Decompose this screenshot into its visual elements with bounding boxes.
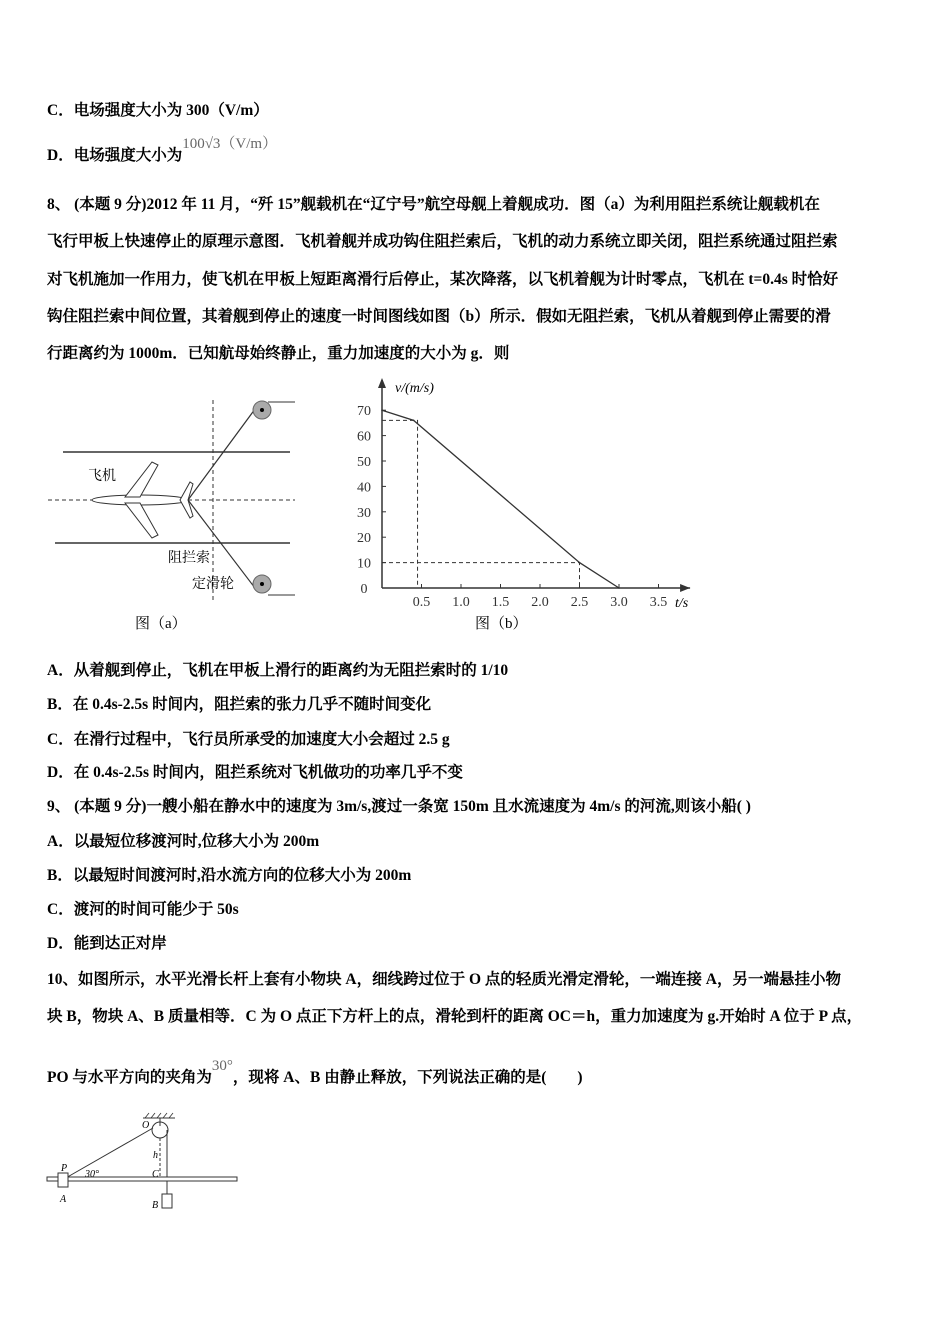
figure-a-arresting-system — [40, 370, 310, 640]
q10-stem-line: 块 B，物块 A、B 质量相等．C 为 O 点正下方杆上的点，滑轮到杆的距离 OC＝h，重力加速度为 g.开始时 A 位于 P 点， — [47, 1008, 863, 1025]
y-tick-label: 60 — [357, 429, 371, 445]
q8-option-b: B．在 0.4s-2.5s 时间内，阻拦索的张力几乎不随时间变化 — [47, 696, 432, 713]
q8-stem-line: 对飞机施加一作用力，使飞机在甲板上短距离滑行后停止，某次降落，以飞机着舰为计时零点，飞机在 t=0.4s 时恰好 — [47, 271, 839, 288]
label-h: h — [153, 1150, 158, 1161]
q10-angle: 30° — [211, 1058, 233, 1074]
q8-option-d: D．在 0.4s-2.5s 时间内，阻拦系统对飞机做功的功率几乎不变 — [47, 764, 463, 781]
label-p: P — [61, 1163, 68, 1174]
label-b: B — [152, 1200, 159, 1211]
figure-b-vt-chart — [340, 370, 710, 640]
q9-option-b: B．以最短时间渡河时,沿水流方向的位移大小为 200m — [47, 867, 412, 884]
label-cable: 阻拦索 — [168, 551, 210, 566]
x-axis-arrow-icon — [680, 584, 690, 592]
q9-option-a: A．以最短位移渡河时,位移大小为 200m — [47, 833, 320, 850]
figure-a-caption: 图（a） — [135, 616, 187, 632]
x-tick-label: 1.5 — [491, 595, 510, 610]
block-b — [162, 1194, 172, 1208]
x-tick-label: 1.0 — [452, 595, 470, 610]
pulley-icon — [253, 401, 271, 419]
label-plane: 飞机 — [88, 469, 116, 484]
data-point — [618, 587, 620, 589]
q7-option-c: C．电场强度大小为 300（V/m） — [47, 102, 269, 119]
y-tick-label: 20 — [357, 531, 371, 547]
data-point — [413, 420, 415, 422]
q10-stem-line — [47, 1058, 583, 1088]
y-tick-label: 0 — [360, 582, 368, 597]
y-axis-arrow-icon — [378, 378, 386, 388]
q8-stem-line: 8、 (本题 9 分)2012 年 11 月，“歼 15”舰载机在“辽宁号”航空母舰上着舰成功．图（a）为利用阻拦系统让舰载机在 — [47, 196, 820, 213]
q8-option-a: A．从着舰到停止，飞机在甲板上滑行的距离约为无阻拦索时的 1/10 — [47, 662, 509, 679]
q7-option-d — [47, 136, 278, 166]
q9-option-d: D．能到达正对岸 — [47, 935, 167, 952]
y-axis-label: v/(m/s) — [395, 381, 434, 396]
q9-stem: 9、 (本题 9 分)一艘小船在静水中的速度为 3m/s,渡过一条宽 150m 且水流速度为 4m/s 的河流,则该小船( ) — [47, 798, 751, 815]
x-tick-label: 3.5 — [649, 595, 668, 610]
data-point — [579, 562, 581, 564]
block-a — [58, 1173, 68, 1187]
figure-q10-pulley — [40, 1110, 240, 1220]
q8-stem-line: 飞行甲板上快速停止的原理示意图．飞机着舰并成功钩住阻拦索后，飞机的动力系统立即关闭，阻拦系统通过阻拦索 — [47, 233, 838, 250]
q8-stem-line: 钩住阻拦索中间位置，其着舰到停止的速度一时间图线如图（b）所示．假如无阻拦索，飞机从着舰到停止需要的滑 — [47, 308, 831, 325]
q7-option-d-text: D．电场强度大小为 — [47, 147, 183, 164]
y-tick-label: 40 — [357, 480, 371, 496]
q10-line3-start: PO 与水平方向的夹角为 — [47, 1069, 212, 1086]
label-o: O — [142, 1120, 150, 1131]
y-tick-label: 10 — [357, 556, 371, 572]
y-tick-label: 70 — [357, 404, 371, 420]
guide-line — [382, 563, 580, 588]
x-tick-label: 3.0 — [610, 595, 628, 610]
data-point — [381, 409, 383, 411]
y-tick-label: 50 — [357, 455, 371, 470]
pulley-icon — [253, 575, 271, 593]
q8-stem-line: 行距离约为 1000m．已知航母始终静止，重力加速度的大小为 g．则 — [47, 345, 510, 362]
x-tick-label: 2.0 — [531, 595, 549, 610]
y-tick-label: 30 — [357, 505, 371, 521]
q9-option-c: C．渡河的时间可能少于 50s — [47, 901, 239, 918]
x-tick-label: 0.5 — [412, 595, 431, 610]
label-angle: 30° — [85, 1169, 99, 1180]
q10-line3-end: ，现将 A、B 由静止释放，下列说法正确的是( ) — [232, 1069, 583, 1086]
q7-option-d-math: 100√3（V/m） — [182, 136, 278, 152]
q10-stem-line: 10、如图所示，水平光滑长杆上套有小物块 A，细线跨过位于 O 点的轻质光滑定滑轮，一端连接 A，另一端悬挂小物 — [47, 971, 841, 988]
label-pulley: 定滑轮 — [192, 577, 234, 592]
x-tick-label: 2.5 — [570, 595, 589, 610]
label-c: C — [152, 1169, 159, 1180]
figure-b-caption: 图（b） — [475, 616, 528, 632]
x-axis-label: t/s — [675, 596, 689, 611]
q8-option-c: C．在滑行过程中，飞行员所承受的加速度大小会超过 2.5 g — [47, 731, 450, 748]
label-a: A — [60, 1194, 67, 1205]
